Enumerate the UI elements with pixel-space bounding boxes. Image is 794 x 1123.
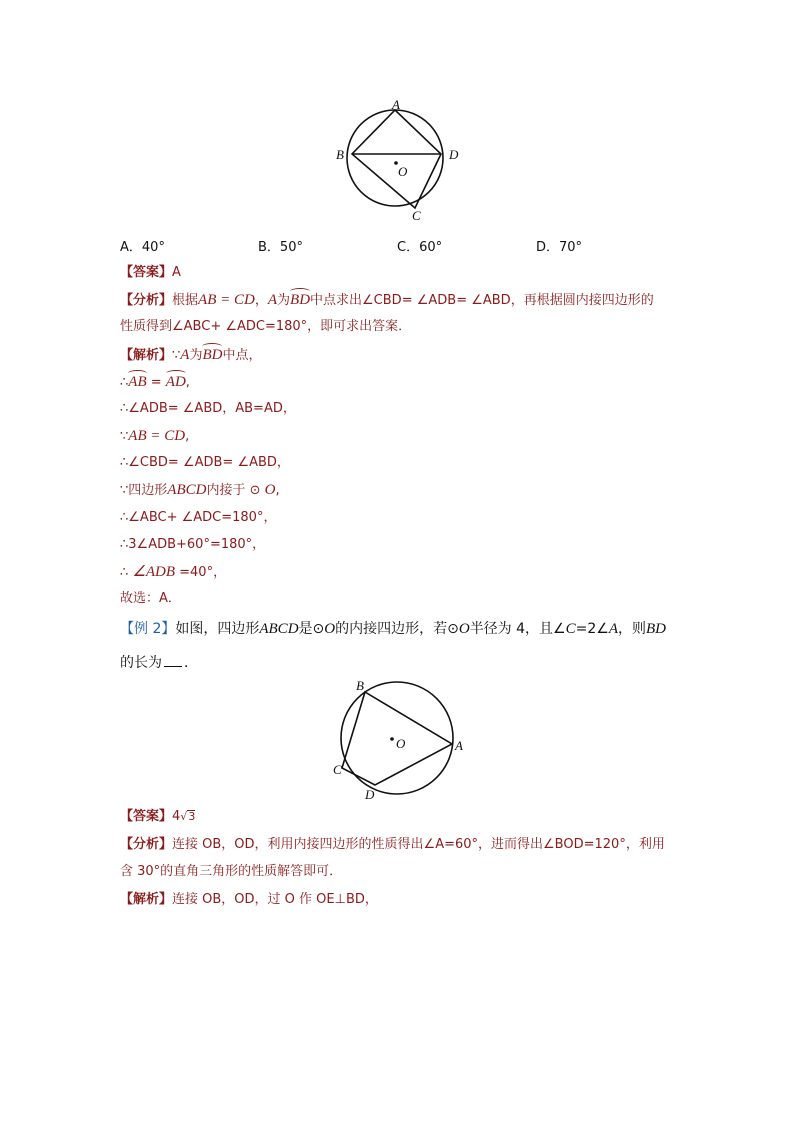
ex2-analysis-line-1: 【分析】连接 OB，OD，利用内接四边形的性质得出∠A=60°，进而得出∠BOD=120°，利用 [120,837,665,852]
ex2-question-line-2: 的长为 ． [120,655,198,671]
answer-blank [164,666,182,667]
ex1-analysis-line-1: 【分析】根据AB = CD，A为BD中点求出∠CBD= ∠ADB= ∠ABD，再根据圆内接四边形的 [120,292,654,308]
ex1-solution-line-1: 【解析】∵A为BD中点， [120,347,262,363]
arc-bd: BD [290,292,311,308]
ex1-answer: 【答案】A [120,265,181,280]
option-a: A．40° [120,240,165,255]
ex1-solution-line-5: ∴∠CBD= ∠ADB= ∠ABD， [120,455,290,470]
ex2-question-line-1: 【例 2】如图，四边形ABCD是⊙O的内接四边形，若⊙O半径为 4，且∠C=2∠A，则BD [120,621,666,637]
figure-2-circle-quadrilateral [325,672,475,806]
option-d: D．70° [536,240,583,255]
point-label-o: O [398,164,408,179]
ex1-solution-line-9: ∴ ∠ADB =40°， [120,564,227,580]
ex1-solution-line-2: ∴AB = AD, [120,374,190,390]
option-c: C．60° [397,240,443,255]
point-label-b: B [336,147,344,162]
option-b: B．50° [258,240,303,255]
ex1-solution-line-3: ∴∠ADB= ∠ABD，AB=AD， [120,401,296,416]
point-label-d: D [365,787,375,802]
ex1-solution-line-8: ∴3∠ADB+60°=180°， [120,537,266,552]
point-label-b: B [356,678,364,693]
ex1-solution-line-4: ∵AB = CD, [120,428,190,444]
point-label-o: O [396,736,406,751]
ex1-solution-line-6: ∵四边形ABCD内接于 ⊙ O, [120,482,280,498]
point-label-a: A [392,97,400,112]
ex1-choice: 故选：A． [120,591,181,606]
ex2-answer: 【答案】4√3 [120,809,196,824]
figure-1-circle-quadrilateral [330,96,470,226]
ex1-solution-line-7: ∴∠ABC+ ∠ADC=180°， [120,510,277,525]
ex2-solution-line-1: 【解析】连接 OB，OD，过 O 作 OE⊥BD， [120,892,378,907]
arc-ab: AB [128,374,147,390]
arc-bd: BD [202,347,223,363]
point-label-c: C [333,762,342,777]
point-label-c: C [412,208,421,223]
ex2-tag: 【例 2】 [120,621,176,637]
point-label-d: D [449,147,459,162]
point-label-a: A [455,738,463,753]
arc-ad: AD [165,374,186,390]
ex2-analysis-line-2: 含 30°的直角三角形的性质解答即可． [120,864,343,879]
ex1-analysis-line-2: 性质得到∠ABC+ ∠ADC=180°，即可求出答案． [120,319,412,334]
